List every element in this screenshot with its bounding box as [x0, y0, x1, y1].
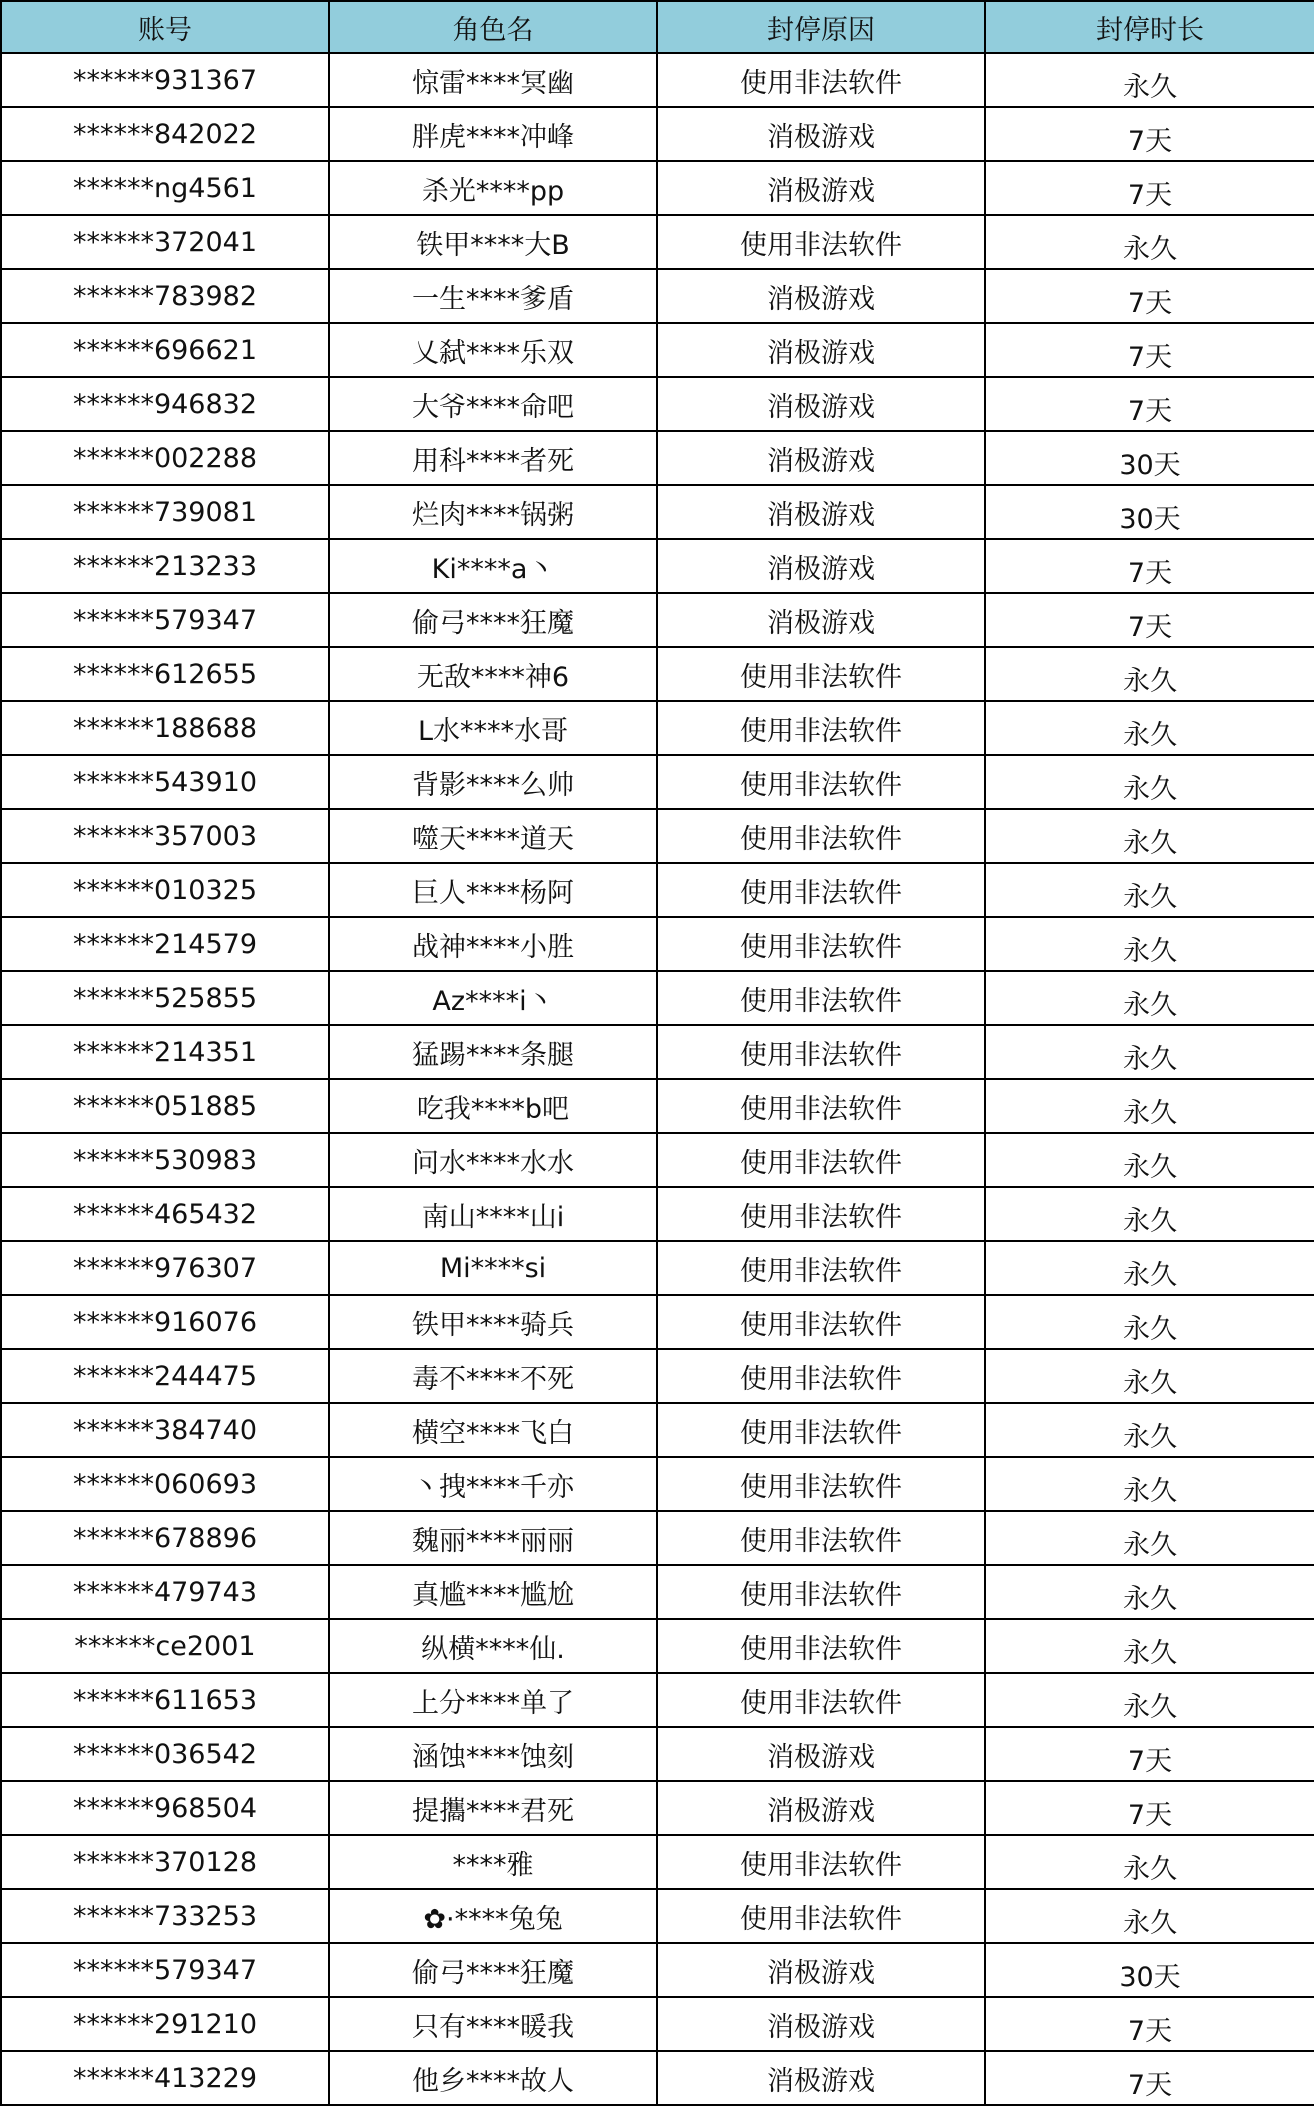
role-name-cell: 南山****山i	[329, 1187, 657, 1241]
table-row	[1, 377, 1314, 431]
ban-reason-cell: 使用非法软件	[657, 1025, 985, 1079]
ban-reason-cell: 使用非法软件	[657, 1619, 985, 1673]
account-cell: ******916076	[1, 1295, 329, 1349]
role-name-cell: 毒不****不死	[329, 1349, 657, 1403]
table-row	[1, 1457, 1314, 1511]
account-cell: ******783982	[1, 269, 329, 323]
ban-reason-cell: 使用非法软件	[657, 971, 985, 1025]
ban-reason-cell: 使用非法软件	[657, 1457, 985, 1511]
table-row	[1, 1187, 1314, 1241]
role-name-cell: ****雅	[329, 1835, 657, 1889]
role-name-cell: 问水****水水	[329, 1133, 657, 1187]
table-row	[1, 1835, 1314, 1889]
ban-duration-cell: 7天	[985, 1997, 1314, 2051]
table-row	[1, 1511, 1314, 1565]
account-cell: ******465432	[1, 1187, 329, 1241]
ban-reason-cell: 消极游戏	[657, 1781, 985, 1835]
ban-duration-cell: 30天	[985, 485, 1314, 539]
role-name-cell: 只有****暖我	[329, 1997, 657, 2051]
role-name-cell: 上分****单了	[329, 1673, 657, 1727]
role-name-cell: 杀光****pp	[329, 161, 657, 215]
account-cell: ******678896	[1, 1511, 329, 1565]
role-name-cell: 惊雷****冥幽	[329, 53, 657, 107]
table-row	[1, 1781, 1314, 1835]
account-cell: ******739081	[1, 485, 329, 539]
table-row	[1, 539, 1314, 593]
table-row	[1, 1673, 1314, 1727]
ban-reason-cell: 消极游戏	[657, 1943, 985, 1997]
ban-reason-cell: 消极游戏	[657, 269, 985, 323]
ban-reason-cell: 使用非法软件	[657, 1187, 985, 1241]
role-name-cell: 乂弑****乐双	[329, 323, 657, 377]
role-name-cell: 无敌****神6	[329, 647, 657, 701]
account-cell: ******060693	[1, 1457, 329, 1511]
ban-reason-cell: 消极游戏	[657, 2051, 985, 2105]
table-body	[1, 53, 1314, 2105]
ban-duration-cell: 永久	[985, 1133, 1314, 1187]
ban-reason-cell: 使用非法软件	[657, 1835, 985, 1889]
ban-reason-cell: 消极游戏	[657, 1997, 985, 2051]
table-row	[1, 2051, 1314, 2105]
ban-reason-cell: 使用非法软件	[657, 1673, 985, 1727]
account-cell: ******479743	[1, 1565, 329, 1619]
ban-duration-cell: 7天	[985, 539, 1314, 593]
ban-reason-cell: 消极游戏	[657, 107, 985, 161]
account-cell: ******214351	[1, 1025, 329, 1079]
account-cell: ******213233	[1, 539, 329, 593]
role-name-cell: Ki****a丶	[329, 539, 657, 593]
account-cell: ******579347	[1, 593, 329, 647]
role-name-cell: 偷弓****狂魔	[329, 1943, 657, 1997]
account-cell: ******002288	[1, 431, 329, 485]
table-row	[1, 53, 1314, 107]
role-name-cell: 猛踢****条腿	[329, 1025, 657, 1079]
account-cell: ******291210	[1, 1997, 329, 2051]
role-name-cell: 噬天****道天	[329, 809, 657, 863]
account-cell: ******931367	[1, 53, 329, 107]
ban-duration-cell: 永久	[985, 1295, 1314, 1349]
ban-reason-cell: 使用非法软件	[657, 215, 985, 269]
table-row	[1, 215, 1314, 269]
ban-duration-cell: 永久	[985, 755, 1314, 809]
ban-duration-cell: 永久	[985, 1565, 1314, 1619]
table-row	[1, 1889, 1314, 1943]
ban-duration-cell: 7天	[985, 1727, 1314, 1781]
ban-reason-cell: 使用非法软件	[657, 1133, 985, 1187]
account-cell: ******976307	[1, 1241, 329, 1295]
table-row	[1, 1349, 1314, 1403]
role-name-cell: 横空****飞白	[329, 1403, 657, 1457]
ban-reason-cell: 使用非法软件	[657, 1511, 985, 1565]
ban-reason-cell: 使用非法软件	[657, 917, 985, 971]
account-cell: ******188688	[1, 701, 329, 755]
ban-duration-cell: 7天	[985, 2051, 1314, 2105]
role-name-cell: 背影****么帅	[329, 755, 657, 809]
ban-reason-cell: 消极游戏	[657, 593, 985, 647]
table-row	[1, 1241, 1314, 1295]
ban-duration-cell: 永久	[985, 1457, 1314, 1511]
ban-reason-cell: 使用非法软件	[657, 1403, 985, 1457]
ban-reason-cell: 使用非法软件	[657, 647, 985, 701]
ban-duration-cell: 30天	[985, 1943, 1314, 1997]
ban-reason-cell: 使用非法软件	[657, 1349, 985, 1403]
ban-duration-cell: 永久	[985, 971, 1314, 1025]
ban-duration-cell: 30天	[985, 431, 1314, 485]
account-cell: ******733253	[1, 1889, 329, 1943]
account-cell: ******244475	[1, 1349, 329, 1403]
header-ban-duration: 封停时长	[985, 1, 1314, 53]
ban-duration-cell: 永久	[985, 809, 1314, 863]
role-name-cell: 丶拽****千亦	[329, 1457, 657, 1511]
header-ban-reason: 封停原因	[657, 1, 985, 53]
role-name-cell: 魏丽****丽丽	[329, 1511, 657, 1565]
ban-reason-cell: 消极游戏	[657, 377, 985, 431]
table-row	[1, 755, 1314, 809]
ban-reason-cell: 使用非法软件	[657, 1295, 985, 1349]
ban-duration-cell: 永久	[985, 1835, 1314, 1889]
role-name-cell: 巨人****杨阿	[329, 863, 657, 917]
table-row	[1, 107, 1314, 161]
table-row	[1, 1295, 1314, 1349]
ban-reason-cell: 使用非法软件	[657, 1565, 985, 1619]
table-row	[1, 485, 1314, 539]
table-row	[1, 431, 1314, 485]
ban-duration-cell: 永久	[985, 1025, 1314, 1079]
ban-reason-cell: 使用非法软件	[657, 53, 985, 107]
account-cell: ******530983	[1, 1133, 329, 1187]
ban-duration-cell: 永久	[985, 1187, 1314, 1241]
ban-reason-cell: 使用非法软件	[657, 809, 985, 863]
table-row	[1, 1943, 1314, 1997]
ban-reason-cell: 消极游戏	[657, 431, 985, 485]
ban-duration-cell: 永久	[985, 863, 1314, 917]
ban-reason-cell: 使用非法软件	[657, 1889, 985, 1943]
table-header	[1, 1, 1314, 53]
ban-reason-cell: 使用非法软件	[657, 701, 985, 755]
account-cell: ******968504	[1, 1781, 329, 1835]
role-name-cell: 真尴****尴尬	[329, 1565, 657, 1619]
table-row	[1, 1025, 1314, 1079]
table-row	[1, 1079, 1314, 1133]
table-row	[1, 593, 1314, 647]
table-row	[1, 323, 1314, 377]
ban-duration-cell: 7天	[985, 107, 1314, 161]
table-row	[1, 1997, 1314, 2051]
ban-reason-cell: 使用非法软件	[657, 755, 985, 809]
account-cell: ******696621	[1, 323, 329, 377]
header-row	[1, 1, 1314, 53]
role-name-cell: Az****i丶	[329, 971, 657, 1025]
ban-duration-cell: 永久	[985, 1511, 1314, 1565]
account-cell: ******372041	[1, 215, 329, 269]
ban-duration-cell: 永久	[985, 53, 1314, 107]
ban-reason-cell: 消极游戏	[657, 161, 985, 215]
ban-duration-cell: 7天	[985, 161, 1314, 215]
ban-reason-cell: 消极游戏	[657, 323, 985, 377]
ban-duration-cell: 永久	[985, 1673, 1314, 1727]
role-name-cell: 偷弓****狂魔	[329, 593, 657, 647]
account-cell: ******842022	[1, 107, 329, 161]
account-cell: ******214579	[1, 917, 329, 971]
table-row	[1, 863, 1314, 917]
account-cell: ******384740	[1, 1403, 329, 1457]
role-name-cell: L水****水哥	[329, 701, 657, 755]
header-role-name: 角色名	[329, 1, 657, 53]
table-row	[1, 161, 1314, 215]
account-cell: ******010325	[1, 863, 329, 917]
ban-duration-cell: 7天	[985, 593, 1314, 647]
ban-duration-cell: 7天	[985, 1781, 1314, 1835]
ban-duration-cell: 永久	[985, 1889, 1314, 1943]
table-row	[1, 269, 1314, 323]
ban-reason-cell: 消极游戏	[657, 539, 985, 593]
role-name-cell: 他乡****故人	[329, 2051, 657, 2105]
role-name-cell: 铁甲****骑兵	[329, 1295, 657, 1349]
ban-duration-cell: 永久	[985, 1619, 1314, 1673]
account-cell: ******946832	[1, 377, 329, 431]
table-row	[1, 1133, 1314, 1187]
account-cell: ******ng4561	[1, 161, 329, 215]
account-cell: ******525855	[1, 971, 329, 1025]
ban-duration-cell: 永久	[985, 701, 1314, 755]
table-row	[1, 971, 1314, 1025]
account-cell: ******543910	[1, 755, 329, 809]
role-name-cell: 提攜****君死	[329, 1781, 657, 1835]
ban-duration-cell: 7天	[985, 323, 1314, 377]
role-name-cell: 一生****爹盾	[329, 269, 657, 323]
ban-duration-cell: 7天	[985, 269, 1314, 323]
table-row	[1, 917, 1314, 971]
role-name-cell: 胖虎****冲峰	[329, 107, 657, 161]
table-row	[1, 1403, 1314, 1457]
ban-reason-cell: 消极游戏	[657, 1727, 985, 1781]
table-row	[1, 701, 1314, 755]
role-name-cell: 用科****者死	[329, 431, 657, 485]
role-name-cell: Mi****si	[329, 1241, 657, 1295]
account-cell: ******611653	[1, 1673, 329, 1727]
ban-duration-cell: 7天	[985, 377, 1314, 431]
account-cell: ******612655	[1, 647, 329, 701]
account-cell: ******ce2001	[1, 1619, 329, 1673]
ban-duration-cell: 永久	[985, 215, 1314, 269]
table-row	[1, 809, 1314, 863]
role-name-cell: 吃我****b吧	[329, 1079, 657, 1133]
role-name-cell: 大爷****命吧	[329, 377, 657, 431]
table-row	[1, 1619, 1314, 1673]
role-name-cell: 铁甲****大B	[329, 215, 657, 269]
ban-duration-cell: 永久	[985, 1349, 1314, 1403]
role-name-cell: ✿·****兔兔	[329, 1889, 657, 1943]
table-row	[1, 1727, 1314, 1781]
table-row	[1, 647, 1314, 701]
ban-duration-cell: 永久	[985, 917, 1314, 971]
account-cell: ******051885	[1, 1079, 329, 1133]
ban-reason-cell: 使用非法软件	[657, 1079, 985, 1133]
account-cell: ******413229	[1, 2051, 329, 2105]
ban-duration-cell: 永久	[985, 1241, 1314, 1295]
ban-reason-cell: 使用非法软件	[657, 1241, 985, 1295]
ban-reason-cell: 消极游戏	[657, 485, 985, 539]
ban-reason-cell: 使用非法软件	[657, 863, 985, 917]
role-name-cell: 烂肉****锅粥	[329, 485, 657, 539]
role-name-cell: 战神****小胜	[329, 917, 657, 971]
account-cell: ******036542	[1, 1727, 329, 1781]
table-row	[1, 1565, 1314, 1619]
ban-duration-cell: 永久	[985, 1403, 1314, 1457]
role-name-cell: 纵横****仙.	[329, 1619, 657, 1673]
role-name-cell: 涵蚀****蚀刻	[329, 1727, 657, 1781]
account-cell: ******370128	[1, 1835, 329, 1889]
account-cell: ******579347	[1, 1943, 329, 1997]
ban-duration-cell: 永久	[985, 1079, 1314, 1133]
header-account: 账号	[1, 1, 329, 53]
account-cell: ******357003	[1, 809, 329, 863]
ban-duration-cell: 永久	[985, 647, 1314, 701]
